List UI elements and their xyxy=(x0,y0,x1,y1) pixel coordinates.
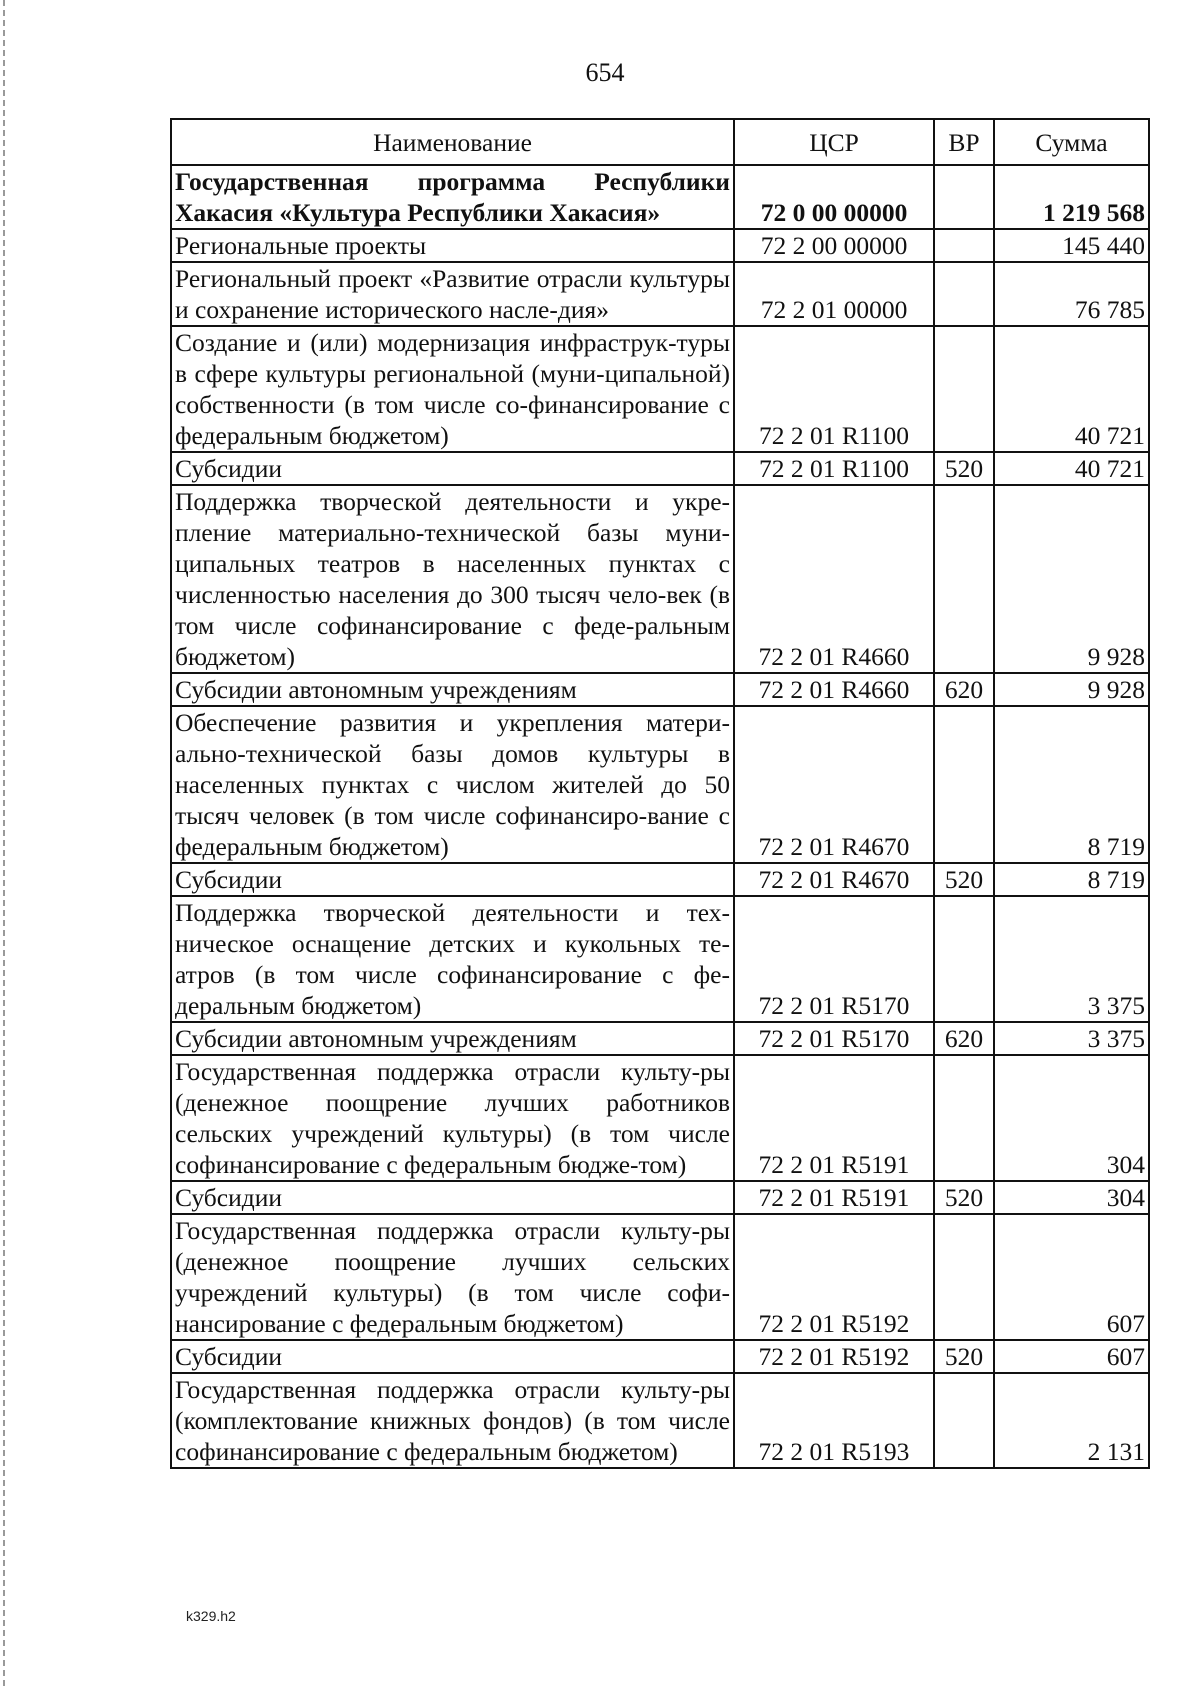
row-csr: 72 2 01 R5191 xyxy=(734,1181,934,1214)
row-sum: 9 928 xyxy=(994,485,1149,673)
row-sum: 607 xyxy=(994,1214,1149,1340)
row-sum: 40 721 xyxy=(994,326,1149,452)
header-vr: ВР xyxy=(934,119,994,165)
row-sum: 3 375 xyxy=(994,896,1149,1022)
row-vr xyxy=(934,706,994,863)
header-name: Наименование xyxy=(171,119,734,165)
row-name: Государственная поддержка отрасли культу-ры (денежное поощрение лучших работников сельских учреждений культуры) (в том числе софинансирование с федеральным бюдже-том) xyxy=(171,1055,734,1181)
header-csr: ЦСР xyxy=(734,119,934,165)
row-sum: 304 xyxy=(994,1181,1149,1214)
row-name: Поддержка творческой деятельности и укре-пление материально-технической базы муни-ципальных театров в населенных пунктах с численностью населения до 300 тысяч чело-век (в том числе софинансирование с феде-ральным бюджетом) xyxy=(171,485,734,673)
row-vr xyxy=(934,262,994,326)
row-vr: 520 xyxy=(934,863,994,896)
row-name: Субсидии xyxy=(171,863,734,896)
row-name: Субсидии xyxy=(171,1181,734,1214)
row-sum: 9 928 xyxy=(994,673,1149,706)
row-sum: 2 131 xyxy=(994,1373,1149,1468)
table-row xyxy=(171,1022,1149,1055)
table-row xyxy=(171,706,1149,863)
table-row xyxy=(171,262,1149,326)
row-vr xyxy=(934,1373,994,1468)
table-row xyxy=(171,165,1149,229)
table-row xyxy=(171,863,1149,896)
row-sum: 607 xyxy=(994,1340,1149,1373)
row-vr xyxy=(934,1214,994,1340)
table-row xyxy=(171,326,1149,452)
table-header-row xyxy=(171,119,1149,165)
row-name: Обеспечение развития и укрепления матери-ально-технической базы домов культуры в населенных пунктах с числом жителей до 50 тысяч человек (в том числе софинансиро-вание с федеральным бюджетом) xyxy=(171,706,734,863)
row-vr xyxy=(934,326,994,452)
row-csr: 72 2 01 R1100 xyxy=(734,452,934,485)
table-row xyxy=(171,1181,1149,1214)
row-vr: 620 xyxy=(934,1022,994,1055)
row-csr: 72 2 01 R4670 xyxy=(734,863,934,896)
table-row xyxy=(171,1373,1149,1468)
table-row xyxy=(171,1055,1149,1181)
row-csr: 72 2 00 00000 xyxy=(734,229,934,262)
row-name: Государственная поддержка отрасли культу-ры (комплектование книжных фондов) (в том числе софинансирование с федеральным бюджетом) xyxy=(171,1373,734,1468)
row-name: Государственная программа Республики Хакасия «Культура Республики Хакасия» xyxy=(171,165,734,229)
table-row xyxy=(171,1214,1149,1340)
row-name: Субсидии xyxy=(171,452,734,485)
row-vr xyxy=(934,485,994,673)
row-csr: 72 2 01 R5170 xyxy=(734,1022,934,1055)
row-name: Поддержка творческой деятельности и тех-ническое оснащение детских и кукольных те-атров (в том числе софинансирование с фе-деральным бюджетом) xyxy=(171,896,734,1022)
row-name: Государственная поддержка отрасли культу-ры (денежное поощрение лучших сельских учреждений культуры) (в том числе софи-нансирование с федеральным бюджетом) xyxy=(171,1214,734,1340)
scan-edge-line xyxy=(3,0,5,1686)
table-row xyxy=(171,896,1149,1022)
row-csr: 72 2 01 00000 xyxy=(734,262,934,326)
row-vr xyxy=(934,229,994,262)
row-name: Региональные проекты xyxy=(171,229,734,262)
row-vr: 520 xyxy=(934,1340,994,1373)
page-number: 654 xyxy=(585,58,625,87)
row-vr: 520 xyxy=(934,1181,994,1214)
row-sum: 8 719 xyxy=(994,706,1149,863)
row-sum: 40 721 xyxy=(994,452,1149,485)
row-sum: 304 xyxy=(994,1055,1149,1181)
row-name: Субсидии автономным учреждениям xyxy=(171,673,734,706)
table-row xyxy=(171,1340,1149,1373)
row-name: Субсидии xyxy=(171,1340,734,1373)
row-csr: 72 2 01 R5193 xyxy=(734,1373,934,1468)
row-vr: 620 xyxy=(934,673,994,706)
row-csr: 72 2 01 R4670 xyxy=(734,706,934,863)
row-csr: 72 2 01 R5192 xyxy=(734,1340,934,1373)
row-csr: 72 2 01 R5170 xyxy=(734,896,934,1022)
row-sum: 8 719 xyxy=(994,863,1149,896)
row-sum: 76 785 xyxy=(994,262,1149,326)
row-csr: 72 2 01 R5192 xyxy=(734,1214,934,1340)
table-row xyxy=(171,673,1149,706)
row-csr: 72 2 01 R4660 xyxy=(734,673,934,706)
row-sum: 145 440 xyxy=(994,229,1149,262)
row-name: Субсидии автономным учреждениям xyxy=(171,1022,734,1055)
table-row xyxy=(171,229,1149,262)
row-csr: 72 2 01 R4660 xyxy=(734,485,934,673)
row-vr xyxy=(934,1055,994,1181)
row-csr: 72 0 00 00000 xyxy=(734,165,934,229)
row-csr: 72 2 01 R5191 xyxy=(734,1055,934,1181)
row-sum: 1 219 568 xyxy=(994,165,1149,229)
row-vr xyxy=(934,165,994,229)
row-name: Создание и (или) модернизация инфраструк-туры в сфере культуры региональной (муни-ципальной) собственности (в том числе со-финансирование с федеральным бюджетом) xyxy=(171,326,734,452)
row-csr: 72 2 01 R1100 xyxy=(734,326,934,452)
row-sum: 3 375 xyxy=(994,1022,1149,1055)
footer-document-code: k329.h2 xyxy=(186,1608,236,1624)
header-sum: Сумма xyxy=(994,119,1149,165)
table-row xyxy=(171,485,1149,673)
row-vr: 520 xyxy=(934,452,994,485)
row-vr xyxy=(934,896,994,1022)
table-row xyxy=(171,452,1149,485)
row-name: Региональный проект «Развитие отрасли культуры и сохранение исторического насле-дия» xyxy=(171,262,734,326)
budget-table xyxy=(170,118,1150,1469)
